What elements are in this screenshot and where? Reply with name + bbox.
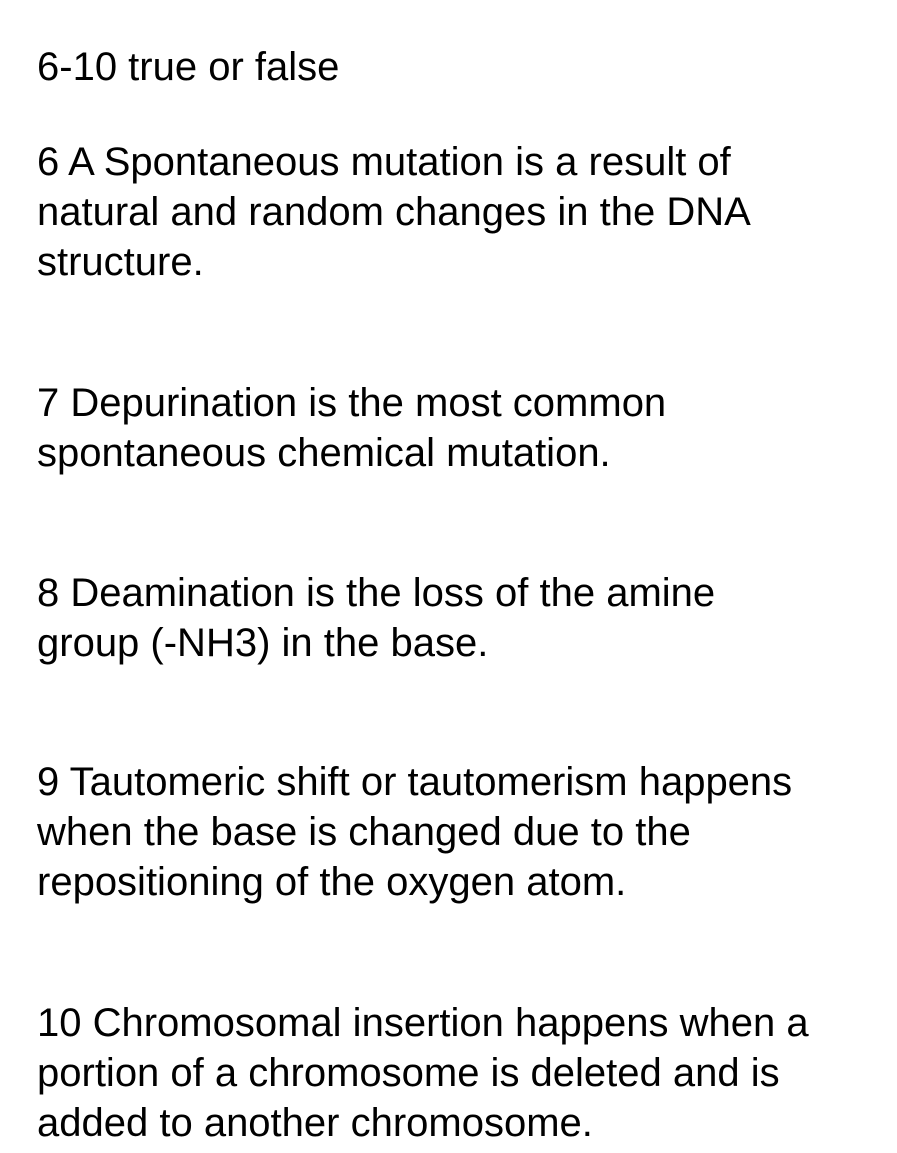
question-8-line-2: group (-NH3) in the base.	[37, 621, 489, 665]
question-9-line-2: when the base is changed due to the	[37, 810, 691, 854]
question-9-line-3: repositioning of the oxygen atom.	[37, 860, 627, 904]
question-7-line-1: 7 Depurination is the most common	[37, 381, 667, 425]
question-10-line-2: portion of a chromosome is deleted and is	[37, 1051, 780, 1095]
question-6-line-2: natural and random changes in the DNA	[37, 190, 751, 234]
question-8-line-1: 8 Deamination is the loss of the amine	[37, 571, 716, 615]
question-10-line-3: added to another chromosome.	[37, 1101, 593, 1145]
question-10-line-1: 10 Chromosomal insertion happens when a	[37, 1001, 809, 1045]
question-6-line-1: 6 A Spontaneous mutation is a result of	[37, 140, 731, 184]
page-heading: 6-10 true or false	[37, 45, 340, 89]
question-7-line-2: spontaneous chemical mutation.	[37, 431, 611, 475]
question-6-line-3: structure.	[37, 240, 204, 284]
question-9-line-1: 9 Tautomeric shift or tautomerism happens	[37, 760, 793, 804]
